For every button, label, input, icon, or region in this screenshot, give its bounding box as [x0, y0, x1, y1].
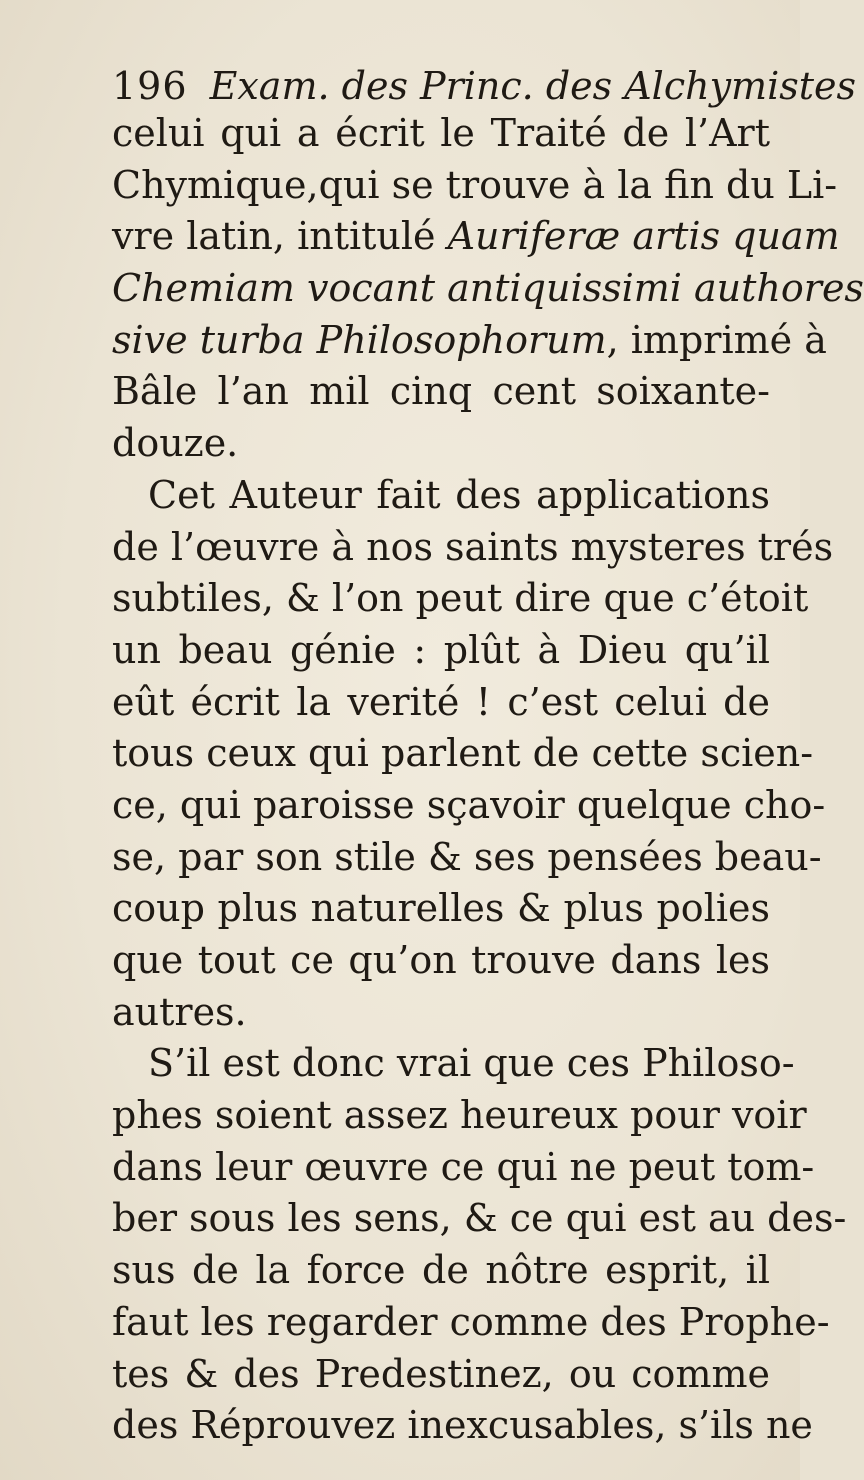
text-span: S’il est donc vrai que ces Philoso-	[148, 1041, 795, 1086]
text-span: subtiles, & l’on peut dire que c’étoit	[112, 576, 809, 621]
text-line	[112, 211, 840, 263]
text-line	[112, 987, 770, 1039]
body-text	[112, 108, 864, 1452]
text-span: tes & des Predestinez, ou comme	[112, 1351, 770, 1396]
text-line	[112, 160, 838, 212]
text-line	[112, 418, 770, 470]
text-span: douze.	[112, 421, 239, 466]
text-line	[112, 1090, 807, 1142]
text-line	[112, 522, 834, 574]
text-line	[112, 1349, 770, 1401]
text-line	[112, 573, 809, 625]
text-line	[112, 470, 770, 522]
text-span: ber sous les sens, & ce qui est au des-	[112, 1196, 847, 1241]
text-line	[112, 1038, 795, 1090]
text-span: des Réprouvez inexcusables, s’ils ne	[112, 1403, 813, 1448]
text-line	[112, 728, 814, 780]
text-span: celui qui a écrit le Traité de l’Art	[112, 111, 770, 155]
text-span: Chymique,qui se trouve à la fin du Li-	[112, 162, 838, 207]
page-header	[112, 62, 856, 110]
text-line	[112, 315, 827, 367]
text-line	[112, 1142, 815, 1194]
text-span: eût écrit la verité ! c’est celui de	[112, 679, 770, 724]
text-line	[112, 883, 770, 935]
text-line	[112, 832, 822, 884]
text-span: Cet Auteur fait des applications	[148, 472, 770, 517]
text-span: un beau génie : plût à Dieu qu’il	[112, 627, 770, 672]
text-span: faut les regarder comme des Prophe-	[112, 1299, 830, 1344]
italic-text: sive turba Philosophorum	[112, 317, 607, 362]
text-span: Bâle l’an mil cinq cent soixante-	[112, 369, 770, 414]
text-span: sus de la force de nôtre esprit, il	[112, 1248, 770, 1293]
running-title: Exam. des Princ. des Alchymistes	[209, 64, 856, 108]
text-line	[112, 1297, 830, 1349]
text-line	[112, 1245, 770, 1297]
text-line	[112, 366, 770, 418]
text-span: se, par son stile & ses pensées beau-	[112, 834, 822, 879]
text-line	[112, 677, 770, 729]
text-line	[112, 1400, 813, 1452]
text-span: , imprimé à	[606, 317, 827, 362]
text-span: tous ceux qui parlent de cette scien-	[112, 731, 814, 776]
text-span: vre latin, intitulé	[112, 214, 448, 259]
text-span: phes soient assez heureux pour voir	[112, 1093, 807, 1138]
text-span: ce, qui paroisse sçavoir quelque cho-	[112, 782, 826, 827]
page-number: 196	[112, 64, 188, 108]
italic-text: Chemiam vocant antiquissimi authores	[112, 266, 864, 311]
text-span: dans leur œuvre ce qui ne peut tom-	[112, 1144, 815, 1189]
text-line	[112, 1193, 847, 1245]
text-span: autres.	[112, 989, 247, 1034]
text-line	[112, 625, 770, 677]
text-line	[112, 935, 770, 987]
text-line	[112, 780, 826, 832]
text-span: que tout ce qu’on trouve dans les	[112, 938, 770, 982]
italic-text: Auriferæ artis quam	[447, 214, 840, 259]
text-span: de l’œuvre à nos saints mysteres trés	[112, 524, 834, 569]
text-span: coup plus naturelles & plus polies	[112, 886, 770, 931]
text-line	[112, 108, 770, 160]
text-line	[112, 263, 864, 315]
